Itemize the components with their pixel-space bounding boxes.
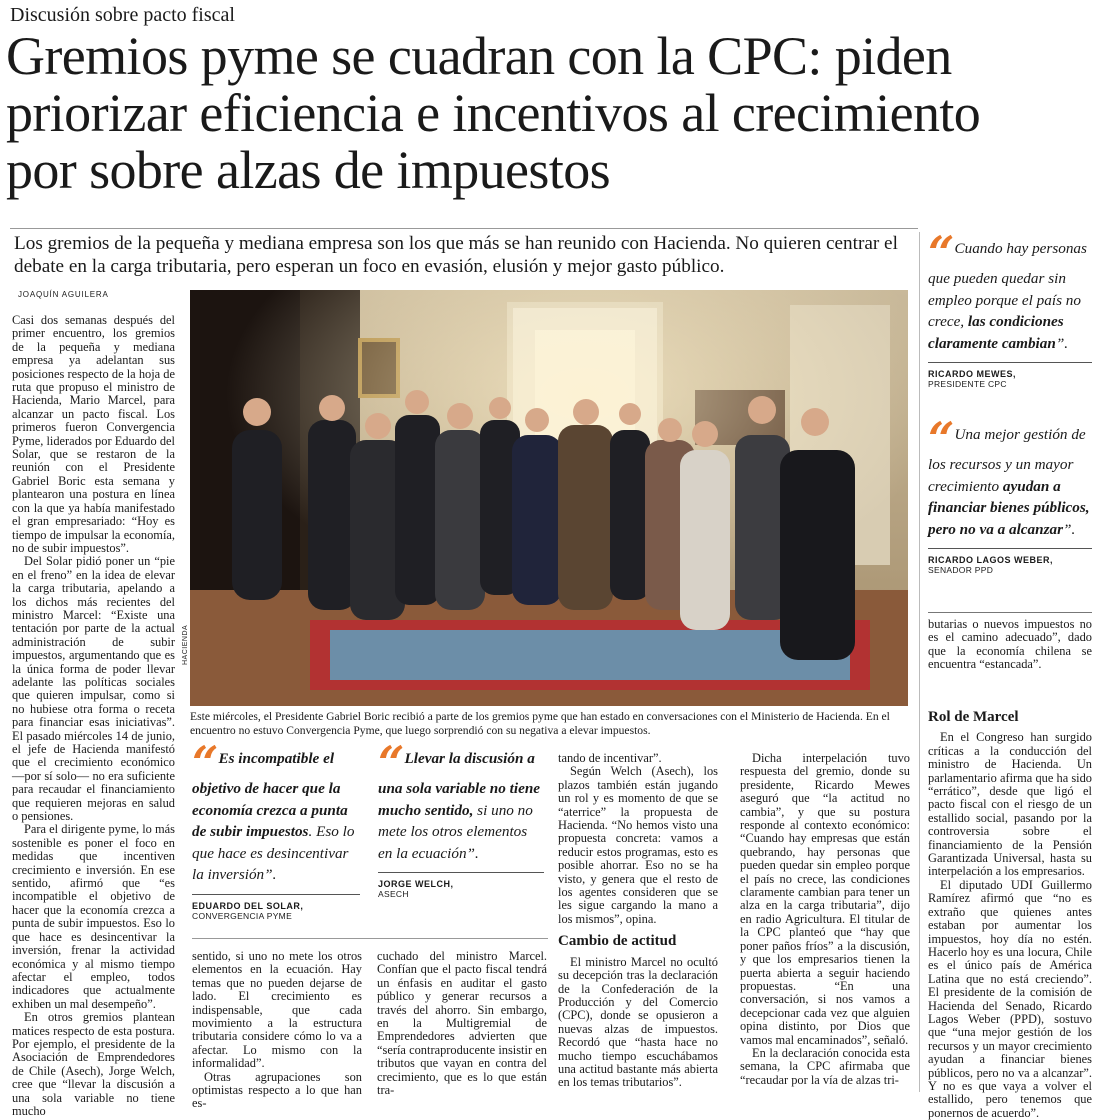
pull-quote-lagos-weber [928,412,1092,575]
quote-bold-text: ayudan a financiar bienes públicos, pero no va a alcanzar [928,477,1090,538]
subheading: Cambio de actitud [558,933,677,950]
quote-text: Una mejor gestión de los recursos y un mayor crecimiento [928,426,1086,495]
paragraph: tando de incentivar”. [558,751,662,765]
article-column-2 [192,950,362,1111]
article-column-3 [377,950,547,1097]
quote-attribution-name: RICARDO MEWES, [928,369,1016,379]
quote-bold-text: Llevar la discusión a una sola variable no tiene mucho sentido, [378,750,541,819]
paragraph: Casi dos semanas después del primer encuentro, los gremios de la pequeña y mediana empresa ya adelantan sus posiciones respecto de la hoja de ruta que propuso el ministro de Hacienda, Mario Marcel, para alcanzar un pacto fiscal. Los primeros fueron Convergencia Pyme, liderados por Eduardo del Solar, que se restaron de la reunión con el Presidente Gabriel Boric esta semana y plantearon una postura en línea con la que ya había manifestado el gran empresariado: “Hoy es tiempo de impulsar la economía, no de subir impuestos”. [12,313,175,555]
paragraph: El ministro Marcel no ocultó su decepción tras la declaración de la Confederación de la Producción y del Comercio (CPC), donde se opusieron a nuevas alzas de impuestos. Recordó que “hasta hace no mucho tiempo escuchábamos una actitud bastante más abierta en los temas tributarios”. [558,954,718,1090]
quote-bold-text: las condiciones claramente cambian [928,313,1064,352]
quote-attribution-role: ASECH [378,889,409,899]
quote-attribution-name: RICARDO LAGOS WEBER, [928,555,1054,565]
quote-attribution-name: JORGE WELCH, [378,879,454,889]
article-column-1 [12,314,175,1118]
pull-quote-welch [378,736,544,899]
quote-attribution-role: CONVERGENCIA PYME [192,910,293,921]
deck: Los gremios de la pequeña y mediana empresa son los que más se han reunido con Hacienda. No quieren centrar el debate en la carga tributaria, pero esperan un foco en evasión, elusión y mejor gasto público. [14,233,898,277]
quote-attribution-role: SENADOR PPD [928,565,994,575]
paragraph: En otros gremios plantean matices respecto de esta postura. Por ejemplo, el presidente de la Asociación de Emprendedores de Chile (Asech), Jorge Welch, cree que “llevar la discusión a una sola variable no tiene mucho [12,1010,175,1118]
paragraph: cuchado del ministro Marcel. Confían que el pacto fiscal tendrá un énfasis en auditar el gasto público y generar recursos a través del ahorro. Sin embargo, en la Multigremial de Emprendedores advierten que “sería contraproducente insistir en tributos que vayan en contra del crecimiento, que es lo que están tra- [377,949,547,1098]
quote-box-divider [192,938,548,939]
quote-text: . Eso lo que hace es desincentivar la inversión”. [192,823,355,883]
article-column-6-top [928,618,1092,672]
quote-attribution-role: PRESIDENTE CPC [928,379,1007,389]
article-column-4 [558,752,718,1090]
paragraph: sentido, si uno no mete los otros elementos en la ecuación. Hay temas que no pueden dejarse de lado. El crecimiento es indispensable, que cada movimiento a la estructura tributaria considere cómo lo va a afectar. Lo mismo con la informalidad”. [192,949,362,1071]
photo-caption: Este miércoles, el Presidente Gabriel Boric recibió a parte de los gremios pyme que han estado en conversaciones con el Ministerio de Hacienda. En el encuentro no estuvo Convergencia Pyme, que luego sorprendió con su negativa a elevar impuestos. [190,710,890,737]
photo-credit: HACIENDA [182,624,189,665]
quote-text: ”. [1063,520,1076,538]
quote-divider [192,894,360,895]
paragraph: El diputado UDI Guillermo Ramírez afirmó que “no es extraño que quienes antes estaban por aumentar los impuestos, hoy día no estén. Hacerlo hoy es una locura, Chile es el único país de América Latina que no está creciendo”. El presidente de la comisión de Hacienda del Senado, Ricardo Lagos Weber (PPD), sostuvo que “una mejor gestión de los recursos y un mayor crecimiento ayudan a financiar bienes públicos, pero no va a alcanzar”. Y no es que vaya a volver el estallido, pero tenemos que ponernos de acuerdo”. [928,877,1092,1120]
paragraph: Dicha interpelación tuvo respuesta del gremio, donde su presidente, Ricardo Mewes aseguró que “la actitud no cambia”, y que su postura responde al contexto económico: “Cuando hay empresas que están quebrando, hay personas que pueden quedar sin empleo porque el país no crece, las condiciones claramente cambian para tener un alza en la carga tributaria”, dijo en radio Agricultura. El titular de la CPC planteó que “hay que poner paños fríos” a la discusión, y que los empresarios tienen la puerta abierta a seguir haciendo propuestas. “En una conversación, si nos vamos a decepcionar cada vez que alguien opina distinto, por Dios que vamos mal encaminados”, señaló. [740,751,910,1047]
quote-mark-icon: “ [378,736,399,790]
quote-divider [378,872,544,873]
quote-mark-icon: “ [928,226,949,280]
quote-attribution-name: EDUARDO DEL SOLAR, [192,900,304,911]
headline [6,28,1096,199]
deck-divider [10,228,918,229]
quote-divider [928,548,1092,549]
quote-text: ”. [1055,334,1069,352]
paragraph: butarias o nuevos impuestos no es el camino adecuado”, dado que la economía chilena se encuentra “estancada”. [928,617,1092,672]
paragraph: En la declaración conocida esta semana, la CPC afirmaba que “recaudar por la vía de alzas tri- [740,1045,910,1087]
headline-line-2: priorizar eficiencia e incentivos al crecimiento [6,83,981,143]
paragraph: Del Solar pidió poner un “pie en el freno” en la idea de elevar la carga tributaria, apelando a los dichos más recientes del ministro Marcel: “Existe una tentación por parte de la actual administración de subir impuestos, argumentando que es la única forma de poder llevar adelante las políticas sociales que quieren impulsar, como si no hubiese otra forma o receta para financiar esas iniciativas”. El pasado miércoles 14 de junio, el jefe de Hacienda manifestó que el crecimiento económico —por sí solo— no era suficiente para recaudar el financiamiento que requieren mejoras en salud o pensiones. [12,554,175,824]
quote-text: Cuando hay personas que pueden quedar sin empleo porque el país no crece, [928,240,1087,330]
paragraph: En el Congreso han surgido críticas a la conducción del ministro de Hacienda. Un parlamentario afirma que ha sido “errático”, desde que ligó el pacto fiscal con el riesgo de un estallido social, pasando por la controversia sobre el financiamiento de la Pensión Garantizada Universal, hasta su interpelación a los empresarios. [928,730,1092,879]
quote-mark-icon: “ [928,412,949,466]
section-kicker: Discusión sobre pacto fiscal [10,4,235,26]
group-photo-illustration [190,290,908,706]
headline-line-1: Gremios pyme se cuadran con la CPC: piden [6,26,952,86]
quote-divider [928,362,1092,363]
article-column-6 [928,702,1092,1120]
quote-mark-icon: “ [192,736,213,790]
column-divider [919,232,920,1092]
headline-line-3: por sobre alzas de impuestos [6,140,611,200]
quote-text: si uno no mete los otros elementos en la ecuación”. [378,801,533,862]
byline: JOAQUÍN AGUILERA [18,290,109,299]
pull-quote-del-solar [192,736,360,921]
pull-quote-mewes [928,226,1092,389]
article-column-5 [740,752,910,1087]
subheading: Rol de Marcel [928,709,1019,725]
quote-box-divider [928,612,1092,613]
quote-bold-text: Es incompatible el objetivo de hacer que la economía crezca a punta de subir impuestos [192,750,348,840]
paragraph: Según Welch (Asech), los plazos también están jugando un rol y es momento de que se “aterrice” la propuesta de Hacienda. “No hemos visto una propuesta concreta: vamos a reducir estos programas, esto es posible ahorrar. Eso no se ha visto, y genera que el resto de los agentes consideren que se les sigue cargando la mano a los mismos”, opina. [558,764,718,926]
paragraph: Para el dirigente pyme, lo más sostenible es poner el foco en medidas que incentiven crecimiento e inversión. En ese sentido, afirmó que “es incompatible el objetivo de hacer que la economía crezca a punta de subir impuestos. Eso lo que hace es desincentivar la inversión, frenar la actividad económica y al mismo tiempo afectar el empleo, todos indicadores que actualmente exhiben un mal desempeño”. [12,822,175,1011]
paragraph: Otras agrupaciones son optimistas respecto a lo que han es- [192,1069,362,1111]
news-photo [190,290,908,706]
